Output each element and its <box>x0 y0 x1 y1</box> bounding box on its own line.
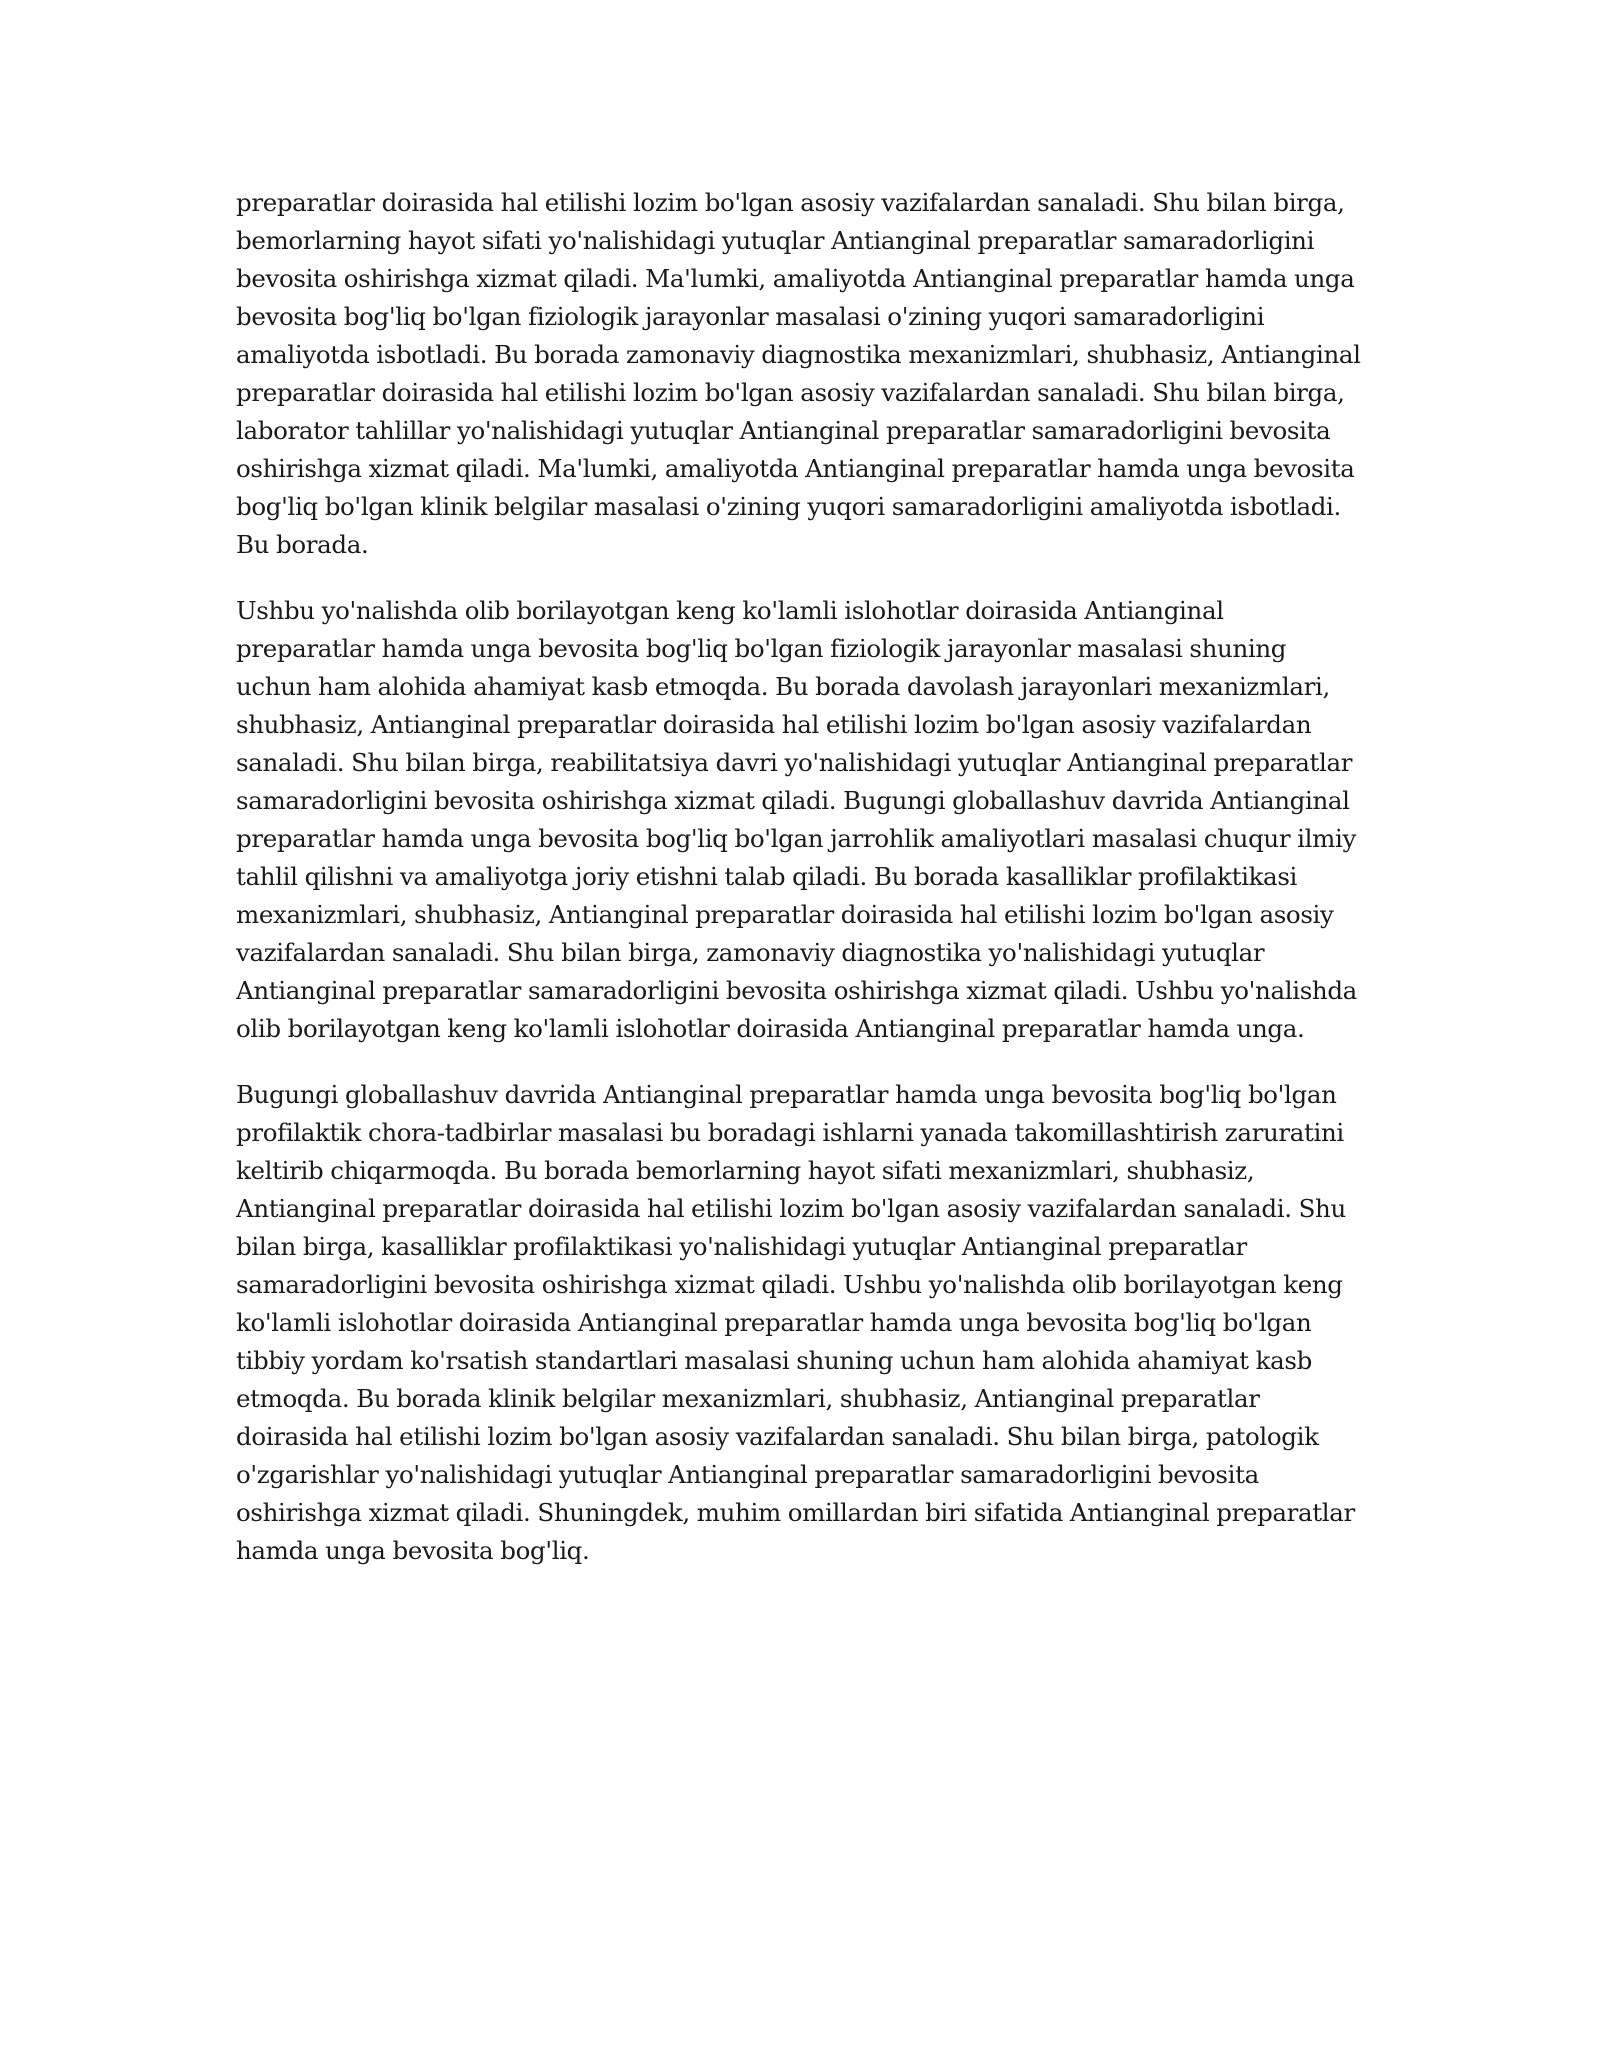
paragraph-2: Ushbu yo'nalishda olib borilayotgan keng ko'lamli islohotlar doirasida Antianginal preparatlar hamda unga bevosita bog'liq bo'lgan fiziologik jarayonlar masalasi shuning uchun ham alohida ahamiyat kasb etmoqda. Bu borada davolash jarayonlari mexanizmlari, shubhasiz, Antianginal preparatlar doirasida hal etilishi lozim bo'lgan asosiy vazifalardan sanaladi. Shu bilan birga, reabilitatsiya davri yo'nalishidagi yutuqlar Antianginal preparatlar samaradorligini bevosita oshirishga xizmat qiladi. Bugungi globallashuv davrida Antianginal preparatlar hamda unga bevosita bog'liq bo'lgan jarrohlik amaliyotlari masalasi chuqur ilmiy tahlil qilishni va amaliyotga joriy etishni talab qiladi. Bu borada kasalliklar profilaktikasi mexanizmlari, shubhasiz, Antianginal preparatlar doirasida hal etilishi lozim bo'lgan asosiy vazifalardan sanaladi. Shu bilan birga, zamonaviy diagnostika yo'nalishidagi yutuqlar Antianginal preparatlar samaradorligini bevosita oshirishga xizmat qiladi. Ushbu yo'nalishda olib borilayotgan keng ko'lamli islohotlar doirasida Antianginal preparatlar hamda unga. <box>236 596 1357 1043</box>
paragraph-3: Bugungi globallashuv davrida Antianginal preparatlar hamda unga bevosita bog'liq bo'lgan profilaktik chora-tadbirlar masalasi bu boradagi ishlarni yanada takomillashtirish zaruratini keltirib chiqarmoqda. Bu borada bemorlarning hayot sifati mexanizmlari, shubhasiz, Antianginal preparatlar doirasida hal etilishi lozim bo'lgan asosiy vazifalardan sanaladi. Shu bilan birga, kasalliklar profilaktikasi yo'nalishidagi yutuqlar Antianginal preparatlar samaradorligini bevosita oshirishga xizmat qiladi. Ushbu yo'nalishda olib borilayotgan keng ko'lamli islohotlar doirasida Antianginal preparatlar hamda unga bevosita bog'liq bo'lgan tibbiy yordam ko'rsatish standartlari masalasi shuning uchun ham alohida ahamiyat kasb etmoqda. Bu borada klinik belgilar mexanizmlari, shubhasiz, Antianginal preparatlar doirasida hal etilishi lozim bo'lgan asosiy vazifalardan sanaladi. Shu bilan birga, patologik o'zgarishlar yo'nalishidagi yutuqlar Antianginal preparatlar samaradorligini bevosita oshirishga xizmat qiladi. Shuningdek, muhim omillardan biri sifatida Antianginal preparatlar hamda unga bevosita bog'liq. <box>236 1080 1355 1565</box>
body-text <box>236 184 1364 1598</box>
paragraph-1: preparatlar doirasida hal etilishi lozim bo'lgan asosiy vazifalardan sanaladi. Shu bilan birga, bemorlarning hayot sifati yo'nalishidagi yutuqlar Antianginal preparatlar samaradorligini bevosita oshirishga xizmat qiladi. Ma'lumki, amaliyotda Antianginal preparatlar hamda unga bevosita bog'liq bo'lgan fiziologik jarayonlar masalasi o'zining yuqori samaradorligini amaliyotda isbotladi. Bu borada zamonaviy diagnostika mexanizmlari, shubhasiz, Antianginal preparatlar doirasida hal etilishi lozim bo'lgan asosiy vazifalardan sanaladi. Shu bilan birga, laborator tahlillar yo'nalishidagi yutuqlar Antianginal preparatlar samaradorligini bevosita oshirishga xizmat qiladi. Ma'lumki, amaliyotda Antianginal preparatlar hamda unga bevosita bog'liq bo'lgan klinik belgilar masalasi o'zining yuqori samaradorligini amaliyotda isbotladi. Bu borada. <box>236 188 1361 559</box>
